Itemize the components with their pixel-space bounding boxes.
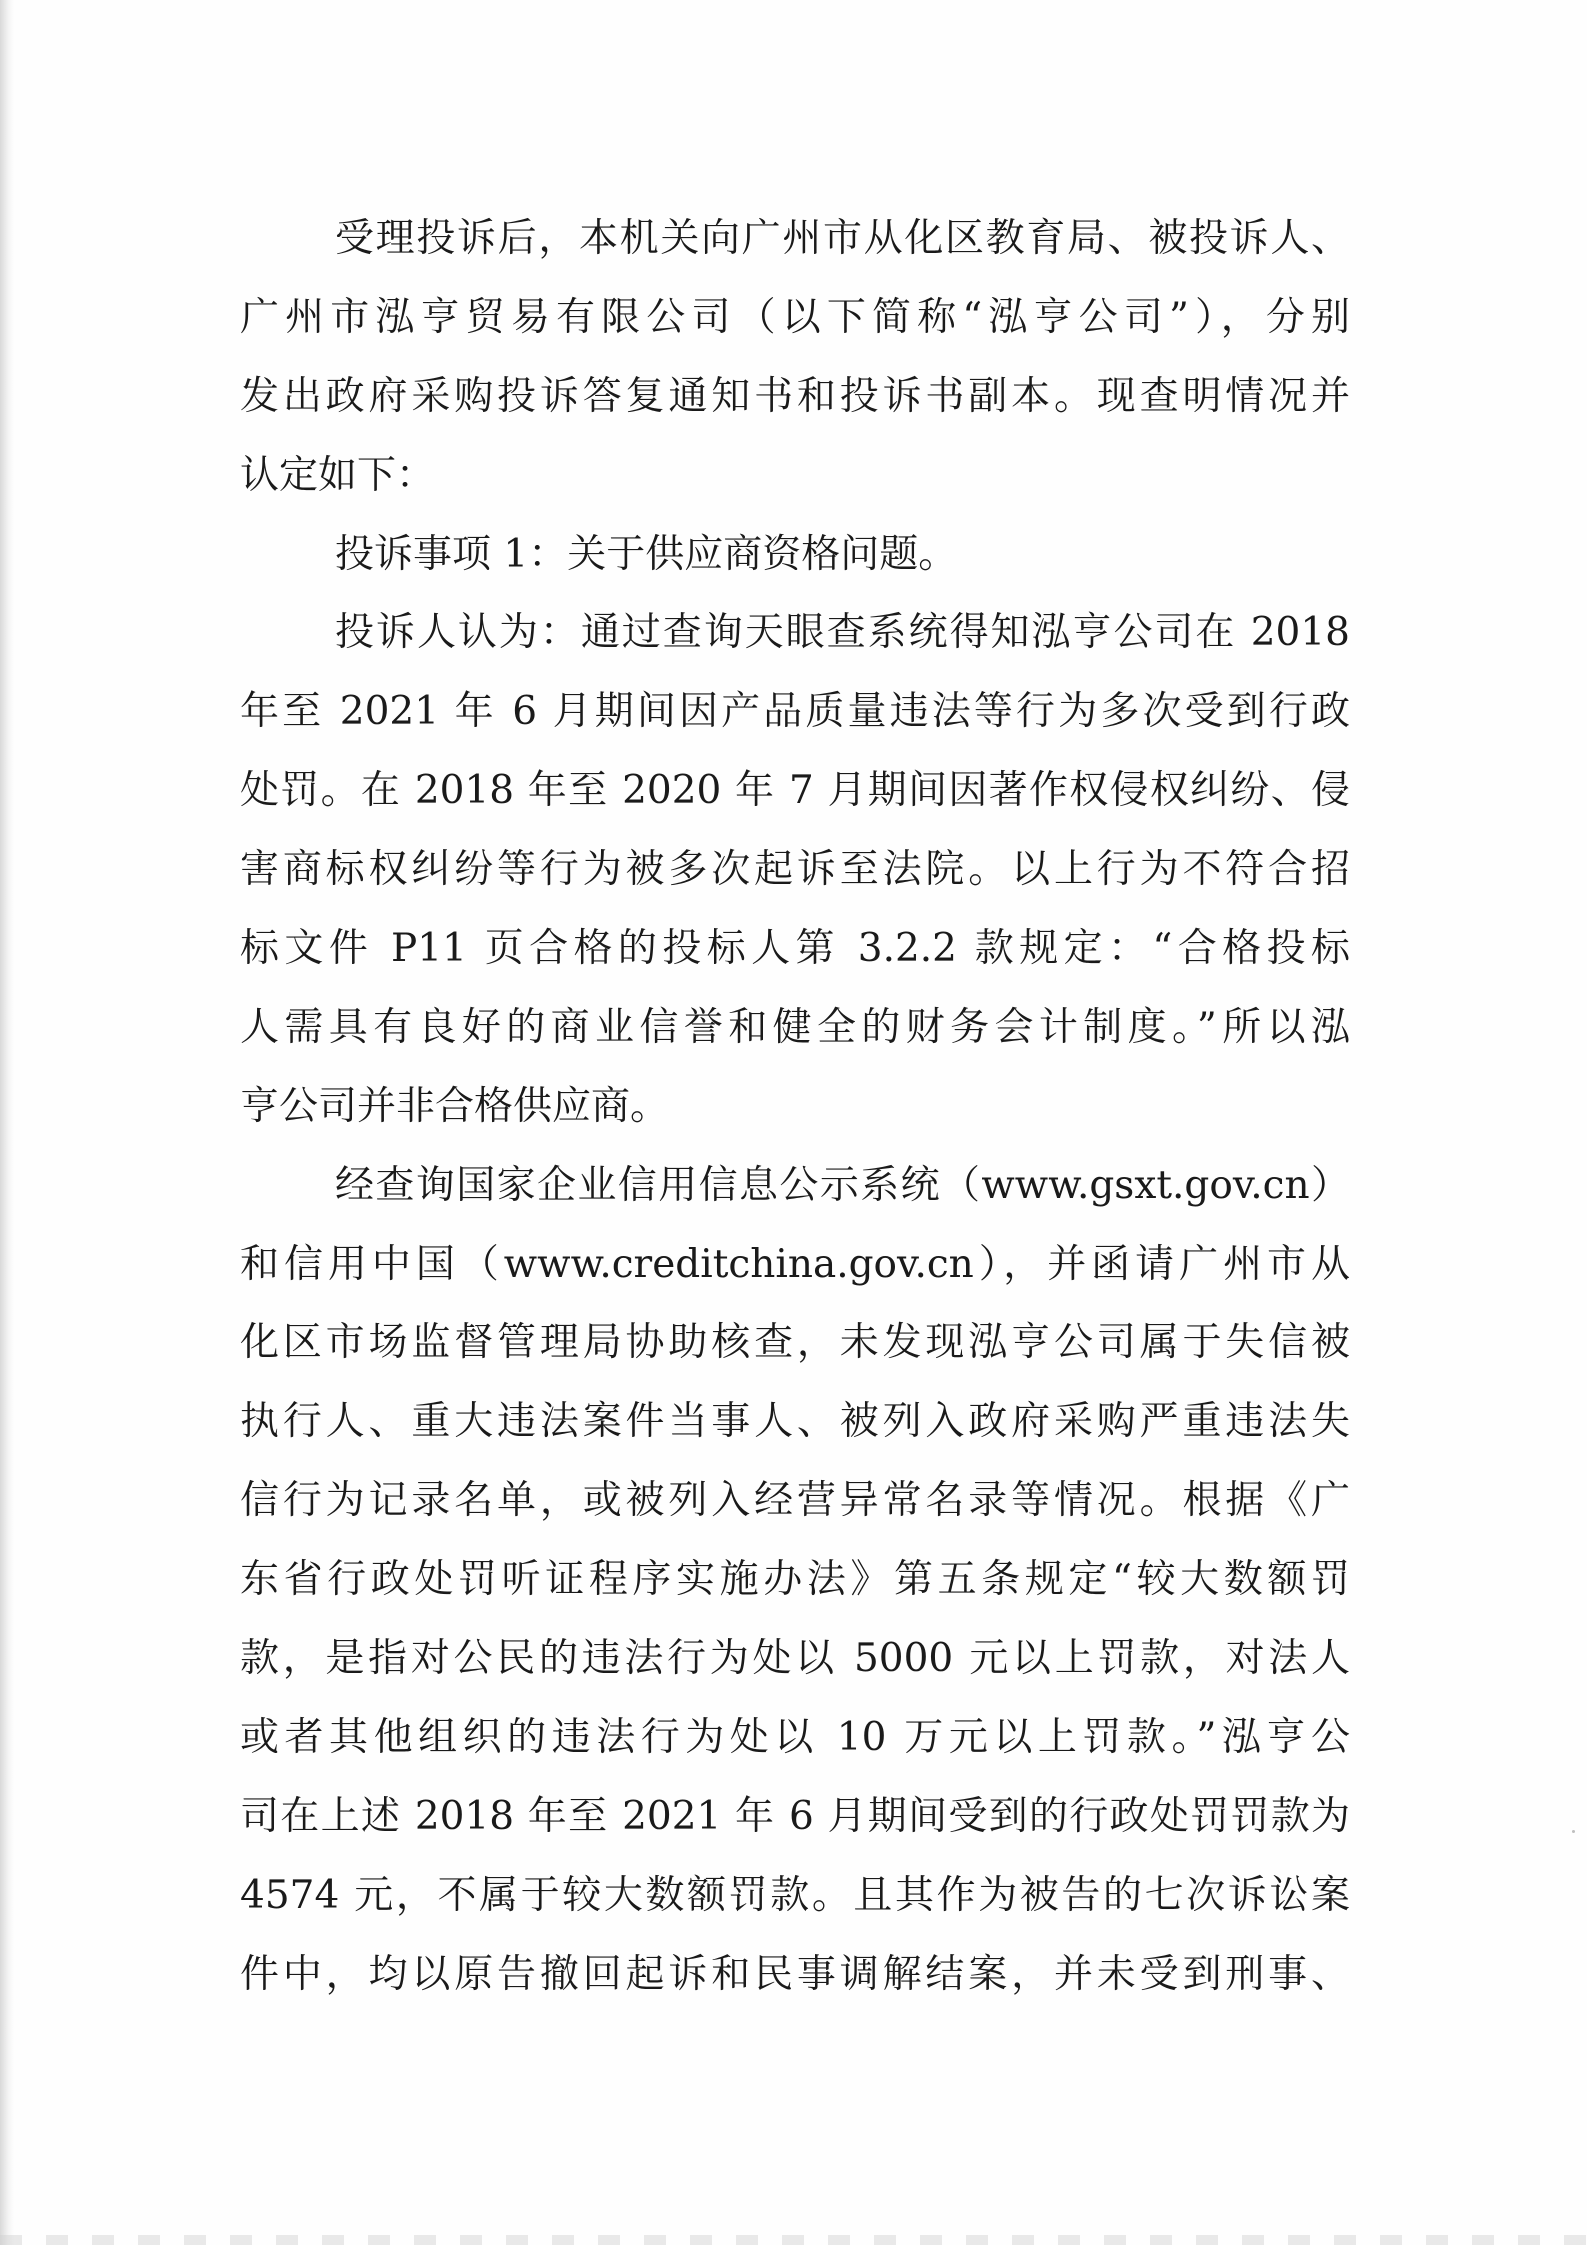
text-line: 款，是指对公民的违法行为处以 5000 元以上罚款，对法人 — [240, 1636, 1350, 1682]
text-line: 化区市场监督管理局协助核查，未发现泓亨公司属于失信被 — [240, 1320, 1350, 1366]
text-line: 发出政府采购投诉答复通知书和投诉书副本。现查明情况并 — [240, 373, 1350, 419]
text-line: 投诉人认为：通过查询天眼查系统得知泓亨公司在 2018 — [335, 610, 1350, 656]
document-body — [240, 200, 1350, 2014]
scan-bottom-noise — [0, 2235, 1587, 2245]
text-line: 执行人、重大违法案件当事人、被列入政府采购严重违法失 — [240, 1399, 1350, 1445]
text-line: 标文件 P11 页合格的投标人第 3.2.2 款规定：“合格投标 — [240, 926, 1350, 972]
text-line: 4574 元，不属于较大数额罚款。且其作为被告的七次诉讼案 — [240, 1872, 1350, 1918]
text-line: 受理投诉后，本机关向广州市从化区教育局、被投诉人、 — [335, 216, 1350, 261]
text-line: 和信用中国（www.creditchina.gov.cn），并函请广州市从 — [240, 1241, 1350, 1287]
text-line: 信行为记录名单，或被列入经营异常名录等情况。根据《广 — [240, 1478, 1350, 1524]
text-line: 处罚。在 2018 年至 2020 年 7 月期间因著作权侵权纠纷、侵 — [240, 768, 1350, 814]
text-line: 东省行政处罚听证程序实施办法》第五条规定“较大数额罚 — [240, 1557, 1350, 1603]
text-line: 经查询国家企业信用信息公示系统（www.gsxt.gov.cn） — [335, 1162, 1350, 1208]
text-line: 司在上述 2018 年至 2021 年 6 月期间受到的行政处罚罚款为 — [240, 1793, 1350, 1839]
text-line: 投诉事项 1：关于供应商资格问题。 — [335, 531, 958, 577]
text-line: 年至 2021 年 6 月期间因产品质量违法等行为多次受到行政 — [240, 689, 1350, 735]
scan-edge-shadow — [0, 0, 14, 2245]
text-line: 害商标权纠纷等行为被多次起诉至法院。以上行为不符合招 — [240, 847, 1350, 893]
text-line: 亨公司并非合格供应商。 — [240, 1083, 670, 1129]
text-line: 人需具有良好的商业信誉和健全的财务会计制度。”所以泓 — [240, 1004, 1350, 1050]
text-line: 件中，均以原告撤回起诉和民事调解结案，并未受到刑事、 — [240, 1951, 1350, 1997]
text-line: 广州市泓亨贸易有限公司（以下简称“泓亨公司”），分别 — [240, 294, 1350, 340]
scan-speck — [1572, 1830, 1575, 1833]
text-line: 或者其他组织的违法行为处以 10 万元以上罚款。”泓亨公 — [240, 1714, 1350, 1760]
text-line: 认定如下： — [240, 452, 436, 498]
